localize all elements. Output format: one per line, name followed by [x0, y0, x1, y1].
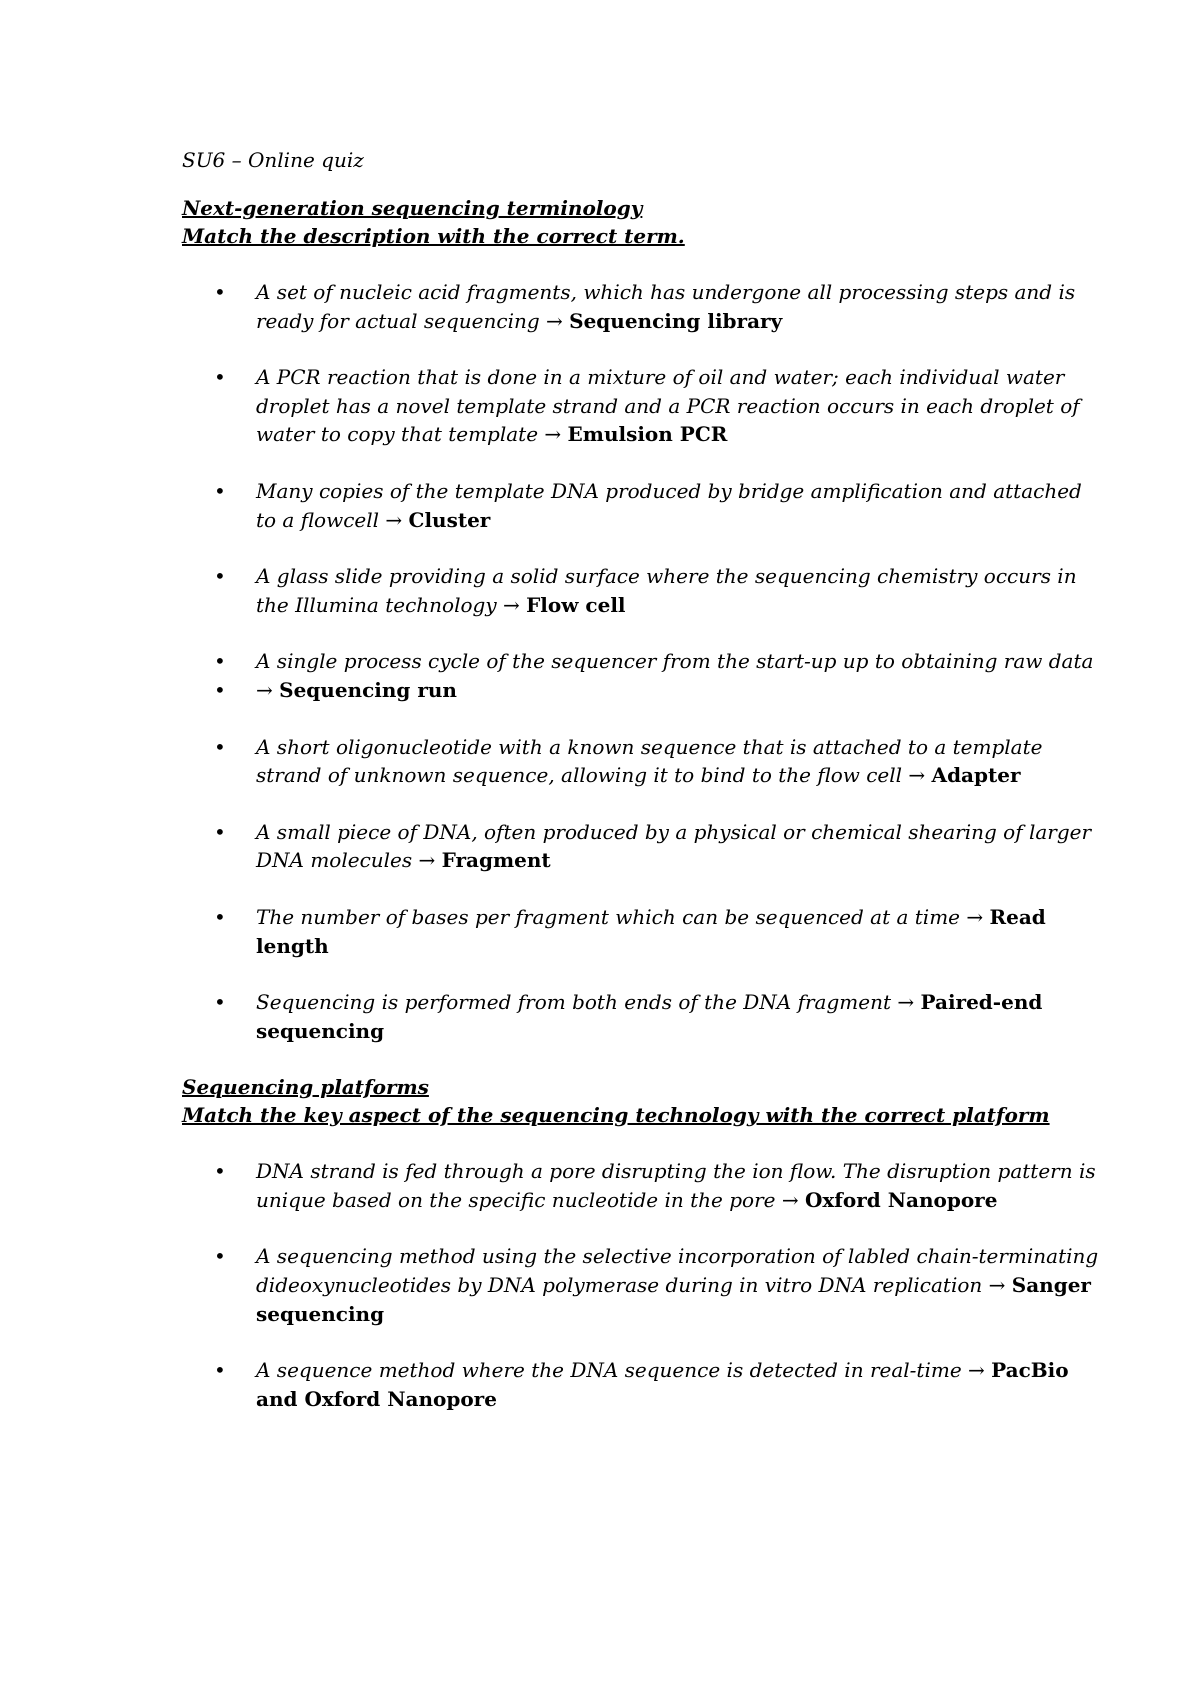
item-term: Flow cell [526, 592, 626, 617]
item-description: A sequence method where the DNA sequence is detected in real-time [256, 1358, 962, 1383]
item-description: A small piece of DNA, often produced by a physical or chemical shearing of larger DNA molecules [256, 819, 1092, 873]
arrow: → [988, 1273, 1006, 1298]
arrow: → [897, 990, 915, 1015]
list-item [182, 647, 1100, 676]
item-term: Sequencing run [279, 677, 457, 702]
section-ngs-terminology [182, 194, 1100, 250]
arrow: → [908, 763, 926, 788]
list-item [182, 363, 1100, 449]
item-description: DNA strand is fed through a pore disrupting the ion flow. The disruption pattern is unique based on the specific nucleotide in the pore [256, 1159, 1096, 1212]
terminology-list [182, 278, 1100, 1045]
item-term: Read length [256, 904, 1046, 958]
section-instruction: Match the key aspect of the sequencing technology with the correct platform [182, 1103, 1050, 1128]
arrow: → [418, 848, 436, 873]
section-heading: Next-generation sequencing terminology [182, 196, 643, 220]
list-item [182, 477, 1100, 534]
document-title: SU6 – Online quiz [182, 148, 364, 172]
item-term: Emulsion PCR [567, 422, 728, 447]
arrow: → [966, 904, 984, 929]
item-description: Many copies of the template DNA produced by bridge amplification and attached to a flowcell [256, 478, 1082, 532]
item-term: Paired-end sequencing [256, 990, 1043, 1043]
list-item [182, 1157, 1100, 1214]
arrow: → [544, 422, 562, 447]
arrow: → [385, 507, 403, 532]
section-heading: Sequencing platforms [182, 1075, 429, 1100]
list-item [182, 676, 1100, 705]
list-item [182, 1356, 1100, 1413]
item-term: Sequencing library [569, 308, 783, 333]
arrow: → [546, 308, 563, 333]
list-item [182, 733, 1100, 790]
item-description: Sequencing is performed from both ends of the DNA fragment [256, 990, 891, 1015]
list-item [182, 1242, 1100, 1328]
item-description: The number of bases per fragment which can be sequenced at a time [256, 904, 960, 929]
item-description: A glass slide providing a solid surface where the sequencing chemistry occurs in the Illumina technology [256, 564, 1077, 617]
list-item [182, 988, 1100, 1045]
item-description: A sequencing method using the selective incorporation of labled chain-terminating dideoxynucleotides by DNA polymerase during in vitro DNA replication [256, 1244, 1099, 1298]
item-term: Cluster [408, 507, 491, 532]
item-term: Oxford Nanopore [804, 1187, 998, 1212]
item-term: Sanger sequencing [256, 1273, 1091, 1326]
item-description: A PCR reaction that is done in a mixture of oil and water; each individual water droplet has a novel template strand and a PCR reaction occurs in each droplet of water to copy that template [256, 365, 1080, 447]
item-term: PacBio and Oxford Nanopore [256, 1358, 1069, 1411]
item-description: A short oligonucleotide with a known sequence that is attached to a template strand of unknown sequence, allowing it to bind to the flow cell [256, 734, 1043, 788]
section-instruction: Match the description with the correct term. [182, 224, 685, 248]
list-item [182, 562, 1100, 619]
list-item [182, 903, 1100, 960]
list-item [182, 278, 1100, 335]
section-sequencing-platforms [182, 1073, 1100, 1129]
item-term: Adapter [931, 763, 1021, 788]
arrow: → [256, 677, 273, 702]
arrow: → [781, 1187, 799, 1212]
platforms-list [182, 1157, 1100, 1413]
arrow: → [502, 592, 520, 617]
arrow: → [968, 1358, 985, 1383]
item-description: A single process cycle of the sequencer from the start-up up to obtaining raw data [256, 649, 1094, 674]
list-item [182, 818, 1100, 875]
item-term: Fragment [441, 848, 551, 873]
item-description: A set of nucleic acid fragments, which has undergone all processing steps and is ready for actual sequencing [256, 280, 1076, 333]
